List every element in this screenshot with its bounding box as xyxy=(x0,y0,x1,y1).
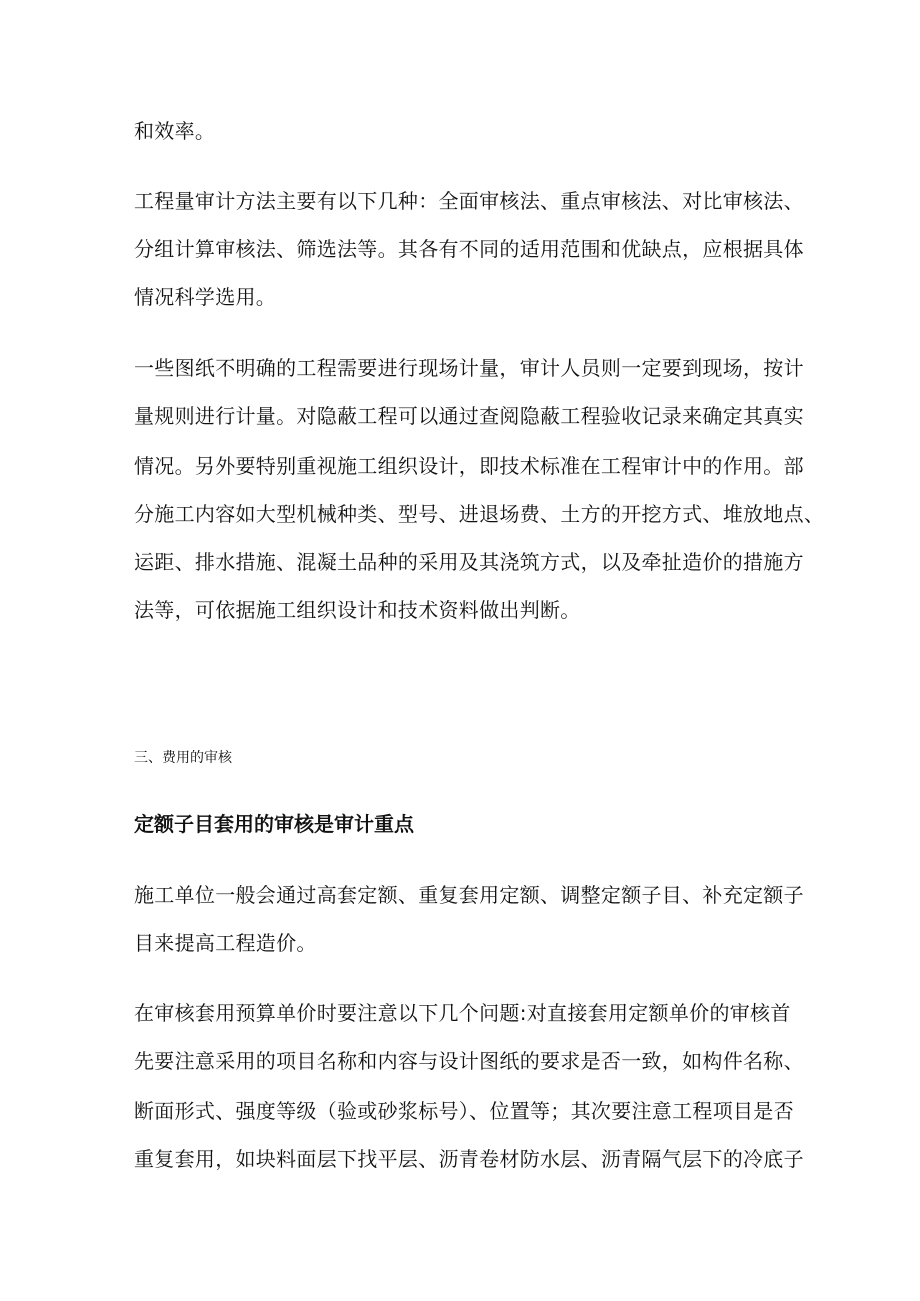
paragraph-line: 施工单位一般会通过高套定额、重复套用定额、调整定额子目、补充定额子 xyxy=(134,883,804,907)
paragraph-line: 先要注意采用的项目名称和内容与设计图纸的要求是否一致，如构件名称、 xyxy=(134,1049,804,1073)
paragraph-line: 量规则进行计量。对隐蔽工程可以通过查阅隐蔽工程验收记录来确定其真实 xyxy=(134,404,804,428)
paragraph-line: 分组计算审核法、筛选法等。其各有不同的适用范围和优缺点，应根据具体 xyxy=(134,237,804,261)
paragraph-line: 一些图纸不明确的工程需要进行现场计量，审计人员则一定要到现场，按计 xyxy=(134,356,804,380)
paragraph-line: 和效率。 xyxy=(134,119,216,143)
paragraph-line: 分施工内容如大型机械种类、型号、进退场费、土方的开挖方式、堆放地点、 xyxy=(134,502,825,526)
paragraph-line: 法等，可依据施工组织设计和技术资料做出判断。 xyxy=(134,598,581,622)
section-subtitle: 定额子目套用的审核是审计重点 xyxy=(134,812,414,836)
section-title: 三、费用的审核 xyxy=(134,750,232,766)
paragraph-line: 目来提高工程造价。 xyxy=(134,931,317,955)
paragraph-line: 重复套用，如块料面层下找平层、沥青卷材防水层、沥青隔气层下的冷底子 xyxy=(134,1147,804,1171)
paragraph-line: 运距、排水措施、混凝土品种的采用及其浇筑方式，以及牵扯造价的措施方 xyxy=(134,550,804,574)
paragraph-line: 情况科学选用。 xyxy=(134,285,277,309)
paragraph-line: 情况。另外要特别重视施工组织设计，即技术标准在工程审计中的作用。部 xyxy=(134,454,804,478)
paragraph-line: 断面形式、强度等级（验或砂浆标号）、位置等；其次要注意工程项目是否 xyxy=(134,1099,794,1123)
paragraph-line: 在审核套用预算单价时要注意以下几个问题:对直接套用定额单价的审核首 xyxy=(134,1001,791,1025)
paragraph-line: 工程量审计方法主要有以下几种：全面审核法、重点审核法、对比审核法、 xyxy=(134,189,804,213)
